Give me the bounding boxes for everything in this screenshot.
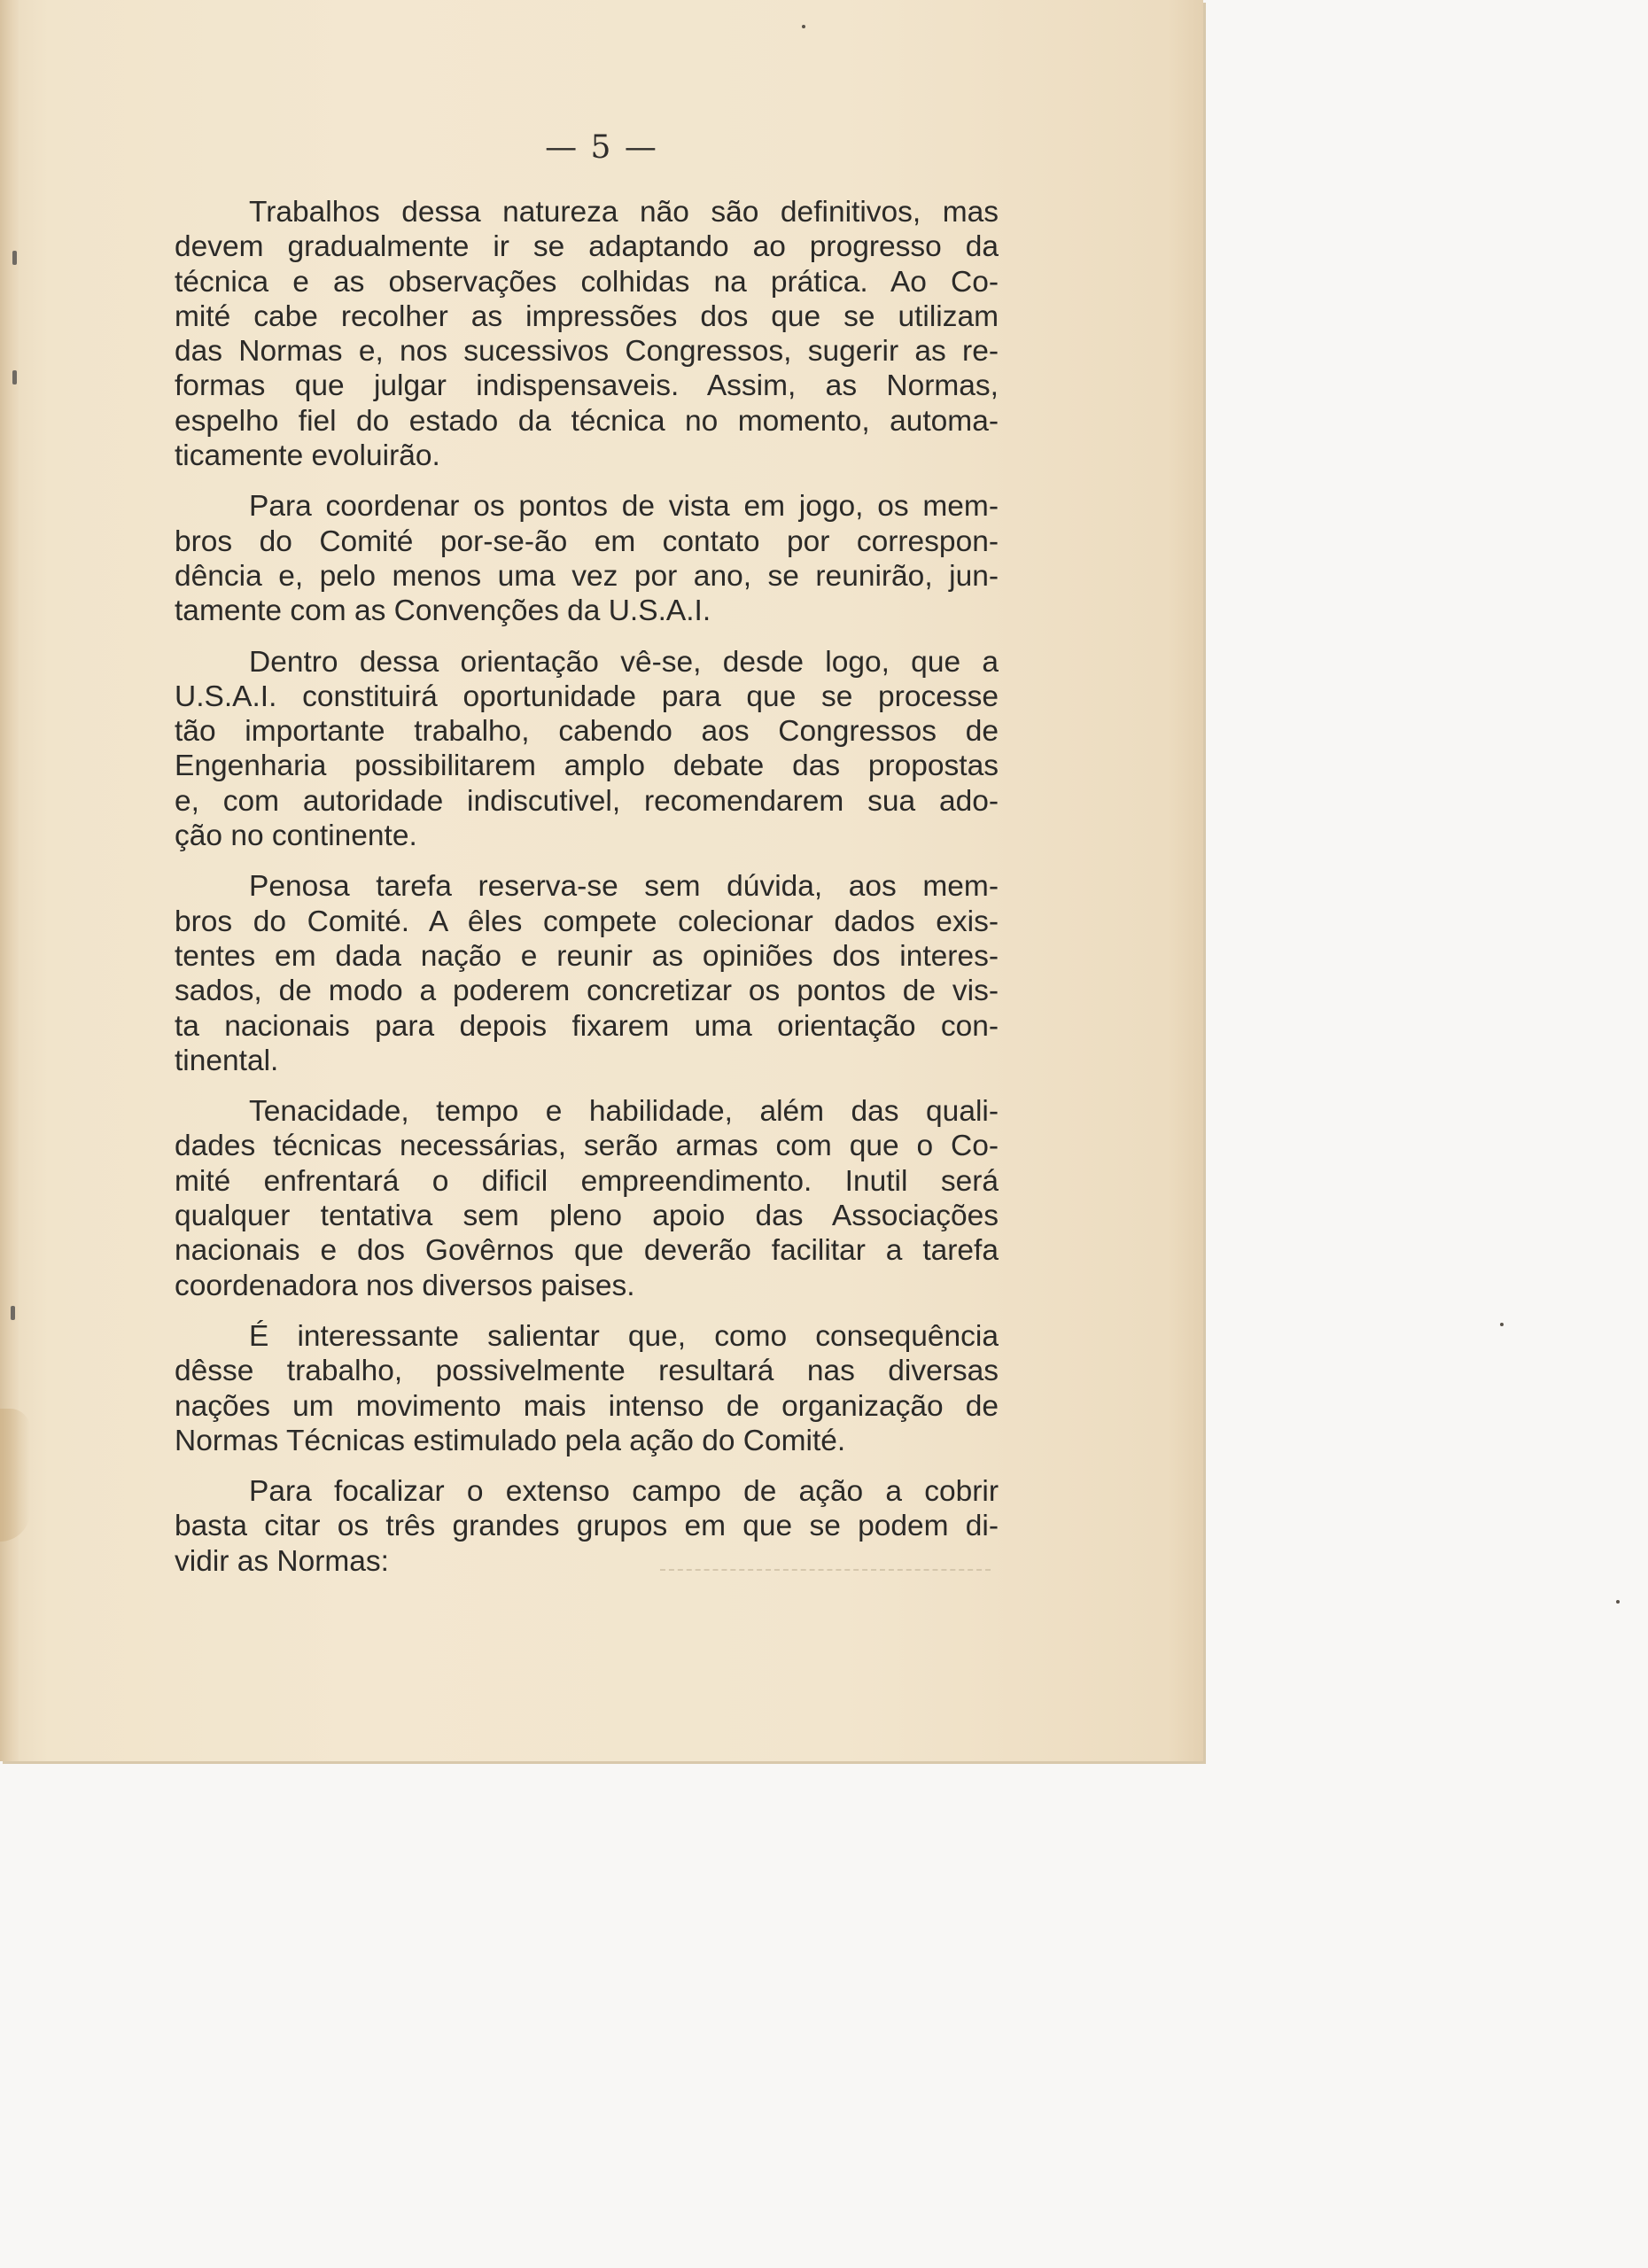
text-line: devem gradualmente ir se adaptando ao progresso da <box>175 230 999 264</box>
paper-speck <box>1616 1600 1620 1604</box>
paragraph-5 <box>175 1094 999 1303</box>
worn-page-edge <box>0 1409 30 1542</box>
text-line: nações um movimento mais intenso de organização de <box>175 1389 999 1423</box>
text-line: ticamente evoluirão. <box>175 439 440 473</box>
text-line: coordenadora nos diversos paises. <box>175 1269 635 1302</box>
text-line: e, com autoridade indiscutivel, recomendarem sua ado- <box>175 784 999 818</box>
text-line: Tenacidade, tempo e habilidade, além das quali- <box>249 1095 999 1129</box>
text-line: É interessante salientar que, como consequência <box>249 1319 999 1353</box>
text-line: dêsse trabalho, possivelmente resultará nas diversas <box>175 1355 999 1388</box>
text-line: Dentro dessa orientação vê-se, desde logo, que a <box>249 645 999 679</box>
text-line: Penosa tarefa reserva-se sem dúvida, aos mem- <box>249 870 999 904</box>
text-line: Normas Técnicas estimulado pela ação do Comité. <box>175 1424 846 1457</box>
text-line: mité enfrentará o dificil empreendimento. Inutil será <box>175 1164 999 1198</box>
text-line: mité cabe recolher as impressões dos que se utilizam <box>175 299 999 333</box>
text-line: tentes em dada nação e reunir as opiniões dos interes- <box>175 939 999 973</box>
text-line: tamente com as Convenções da U.S.A.I. <box>175 594 711 628</box>
text-line: bros do Comité. A êles compete colecionar dados exis- <box>175 905 999 938</box>
text-line: U.S.A.I. constituirá oportunidade para que se processe <box>175 680 999 713</box>
paragraph-6 <box>175 1319 999 1458</box>
text-line: Para focalizar o extenso campo de ação a cobrir <box>249 1475 999 1509</box>
text-line: ta nacionais para depois fixarem uma orientação con- <box>175 1009 999 1043</box>
trailing-dotted-rule <box>660 1569 991 1571</box>
text-line: dência e, pelo menos uma vez por ano, se reunirão, jun- <box>175 559 999 593</box>
text-line: Para coordenar os pontos de vista em jogo, os mem- <box>249 490 999 524</box>
binding-hole-mark <box>11 1306 15 1320</box>
binding-hole-mark <box>12 251 17 265</box>
text-line: ção no continente. <box>175 819 417 853</box>
text-line: das Normas e, nos sucessivos Congressos, sugerir as re- <box>175 335 999 369</box>
text-line: tão importante trabalho, cabendo aos Congressos de <box>175 715 999 749</box>
text-line: Engenharia possibilitarem amplo debate das propostas <box>175 750 999 783</box>
paragraph-4 <box>175 869 999 1078</box>
paragraph-2 <box>175 489 999 628</box>
text-line: tinental. <box>175 1044 279 1077</box>
text-line: formas que julgar indispensaveis. Assim, as Normas, <box>175 369 999 403</box>
paragraph-3 <box>175 645 999 854</box>
text-line: qualquer tentativa sem pleno apoio das Associações <box>175 1200 999 1233</box>
text-line: técnica e as observações colhidas na prática. Ao Co- <box>175 265 999 299</box>
paragraph-1 <box>175 195 999 473</box>
text-line: vidir as Normas: <box>175 1544 389 1578</box>
paper-speck <box>802 25 805 28</box>
text-line: sados, de modo a poderem concretizar os pontos de vis- <box>175 975 999 1008</box>
text-line: nacionais e dos Govêrnos que deverão facilitar a tarefa <box>175 1234 999 1268</box>
binding-hole-mark <box>12 370 17 384</box>
text-line: bros do Comité por-se-ão em contato por correspon- <box>175 524 999 558</box>
paragraph-7 <box>175 1474 999 1579</box>
paper-speck <box>1500 1323 1504 1326</box>
text-line: dades técnicas necessárias, serão armas com que o Co- <box>175 1130 999 1163</box>
text-line: espelho fiel do estado da técnica no momento, automa- <box>175 404 999 438</box>
page-number: — 5 — <box>545 129 658 166</box>
text-line: Trabalhos dessa natureza não são definitivos, mas <box>249 196 999 229</box>
body-text <box>175 195 999 1595</box>
text-line: basta citar os três grandes grupos em que se podem di- <box>175 1510 999 1543</box>
